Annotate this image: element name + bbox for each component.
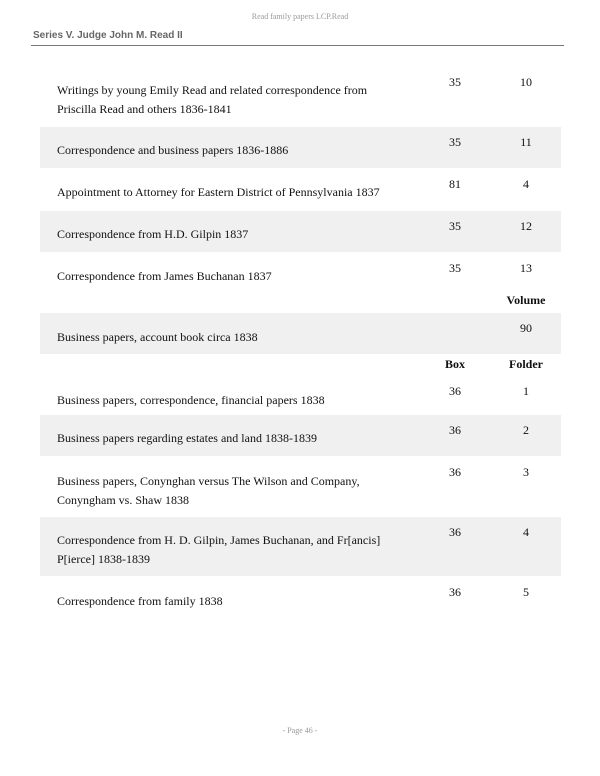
- row-description: Correspondence and business papers 1836-1886: [57, 143, 289, 157]
- table-row: [40, 376, 561, 415]
- row-description: Appointment to Attorney for Eastern District of Pennsylvania 1837: [57, 185, 380, 199]
- series-title: Series V. Judge John M. Read II: [33, 30, 183, 41]
- running-head: Read family papers LCP.Read: [251, 12, 349, 21]
- table-row: [40, 517, 561, 576]
- table-row: [40, 127, 561, 168]
- table-row: [40, 252, 561, 290]
- container-list: [40, 60, 561, 618]
- row-box: 36: [449, 525, 461, 539]
- header-box: Box: [444, 357, 465, 371]
- row-box: 35: [449, 135, 461, 149]
- page-number: - Page 46 -: [282, 726, 318, 735]
- header-folder: Folder: [509, 357, 543, 371]
- row-folder: 3: [523, 465, 529, 479]
- row-folder: 1: [523, 384, 529, 398]
- table-row: [40, 168, 561, 211]
- row-description: Business papers, account book circa 1838: [57, 330, 258, 344]
- table-row: [40, 313, 561, 354]
- row-description: Correspondence from H. D. Gilpin, James Buchanan, and Fr[ancis] P[ierce] 1838-1839: [57, 533, 381, 566]
- row-folder: 5: [523, 585, 529, 599]
- row-folder: 10: [520, 75, 532, 89]
- row-box: 36: [449, 384, 461, 398]
- row-folder: 12: [520, 219, 532, 233]
- header-volume: Volume: [506, 293, 546, 307]
- row-folder: 2: [523, 423, 529, 437]
- row-description: Correspondence from H.D. Gilpin 1837: [57, 227, 249, 241]
- row-description: Business papers, Conynghan versus The Wilson and Company, Conyngham vs. Shaw 1838: [57, 474, 360, 507]
- row-folder: 11: [520, 135, 532, 149]
- row-volume: 90: [520, 321, 532, 335]
- table-row: [40, 211, 561, 252]
- row-box: 36: [449, 465, 461, 479]
- row-description: Business papers regarding estates and land 1838-1839: [57, 431, 317, 445]
- row-description: Correspondence from James Buchanan 1837: [57, 269, 272, 283]
- row-box: 36: [449, 423, 461, 437]
- row-box: 35: [449, 219, 461, 233]
- table-row: [40, 60, 561, 127]
- row-description: Correspondence from family 1838: [57, 594, 223, 608]
- column-header-row: [40, 290, 561, 313]
- row-folder: 4: [523, 177, 529, 191]
- row-box: 81: [449, 177, 461, 191]
- row-description: Writings by young Emily Read and related correspondence from Priscilla Read and others 1836-1841: [57, 83, 368, 116]
- row-folder: 13: [520, 261, 532, 275]
- row-description: Business papers, correspondence, financial papers 1838: [57, 393, 325, 407]
- column-header-row: [40, 354, 561, 376]
- table-row: [40, 415, 561, 456]
- row-box: 35: [449, 75, 461, 89]
- row-folder: 4: [523, 525, 529, 539]
- row-box: 36: [449, 585, 461, 599]
- table-row: [40, 576, 561, 618]
- series-divider: [31, 45, 564, 46]
- row-box: 35: [449, 261, 461, 275]
- table-row: [40, 456, 561, 517]
